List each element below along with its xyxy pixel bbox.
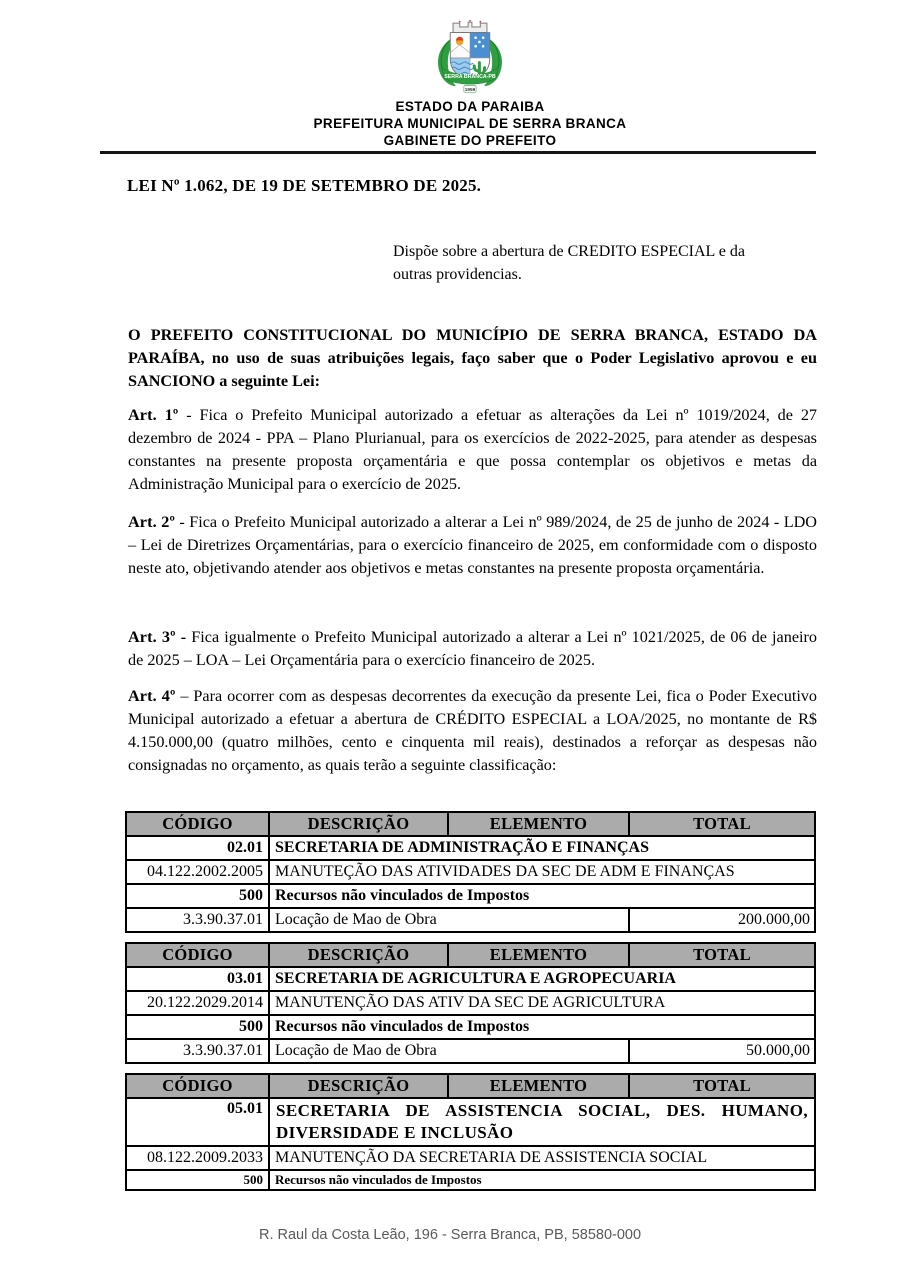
article-4-text: – Para ocorrer com as despesas decorrentes da execução da presente Lei, fica o Poder Executivo Municipal autorizado a efetuar a abertura de CRÉDITO ESPECIAL a LOA/2025, no montante de R$ 4.150.000,00 (quatro milhões, cento e cinquenta mil reais), destinados a reforçar as despesas não consignadas no orçamento, as quais terão a seguinte classificação: (128, 687, 818, 774)
letterhead (40, 98, 900, 149)
code-cell: 500 (126, 1015, 269, 1039)
code-cell: 500 (126, 884, 269, 908)
description-cell: Recursos não vinculados de Impostos (269, 1170, 815, 1190)
table-header-row (126, 812, 815, 836)
description-cell: Recursos não vinculados de Impostos (269, 1015, 815, 1039)
code-cell: 3.3.90.37.01 (126, 908, 269, 932)
table-row (126, 1015, 815, 1039)
budget-table-agricultura (125, 942, 816, 1064)
article-3 (128, 626, 817, 672)
table-row (126, 967, 815, 991)
description-cell: SECRETARIA DE AGRICULTURA E AGROPECUARIA (269, 967, 815, 991)
letterhead-state: ESTADO DA PARAIBA (395, 99, 545, 114)
description-cell: Recursos não vinculados de Impostos (269, 884, 815, 908)
table-row (126, 1098, 815, 1146)
description-cell: SECRETARIA DE ADMINISTRAÇÃO E FINANÇAS (269, 836, 815, 860)
table-row (126, 884, 815, 908)
article-4-label: Art. 4º (128, 687, 176, 705)
code-cell: 04.122.2002.2005 (126, 860, 269, 884)
crest-year (464, 86, 476, 93)
column-header-elemento: ELEMENTO (448, 1074, 629, 1098)
crest-year-text: 1959 (464, 86, 476, 92)
table-row (126, 836, 815, 860)
column-header-codigo: CÓDIGO (126, 812, 269, 836)
preamble-paragraph: O PREFEITO CONSTITUCIONAL DO MUNICÍPIO DE SERRA BRANCA, ESTADO DA PARAÍBA, no uso de suas atribuições legais, faço saber que o Poder Legislativo aprovou e eu SANCIONO a seguinte Lei: (128, 326, 817, 390)
column-header-elemento: ELEMENTO (448, 812, 629, 836)
column-header-descricao: DESCRIÇÃO (269, 943, 448, 967)
article-2-text: - Fica o Prefeito Municipal autorizado a alterar a Lei nº 989/2024, de 25 de junho de 2024 - LDO – Lei de Diretrizes Orçamentárias, para o exercício financeiro de 2025, em conformidade com o disposto neste ato, objetivando atender aos objetivos e metas constantes na presente proposta orçamentária. (128, 513, 817, 577)
budget-table-assistencia-social (125, 1073, 816, 1191)
article-1-text: - Fica o Prefeito Municipal autorizado a efetuar as alterações da Lei nº 1019/2024, de 27 dezembro de 2024 - PPA – Plano Plurianual, para os exercícios de 2022-2025, para atender as despesas constantes na presente proposta orçamentária e que possa contemplar os objetivos e metas da Administração Municipal para o exercício de 2025. (128, 406, 818, 493)
code-cell: 500 (126, 1170, 269, 1190)
table-row (126, 1170, 815, 1190)
description-cell: SECRETARIA DE ASSISTENCIA SOCIAL, DES. HUMANO, DIVERSIDADE E INCLUSÃO (269, 1098, 815, 1146)
table-header-row (126, 943, 815, 967)
column-header-total: TOTAL (629, 812, 815, 836)
code-cell: 20.122.2029.2014 (126, 991, 269, 1015)
code-cell: 08.122.2009.2033 (126, 1146, 269, 1170)
code-cell: 3.3.90.37.01 (126, 1039, 269, 1063)
column-header-descricao: DESCRIÇÃO (269, 812, 448, 836)
code-cell: 03.01 (126, 967, 269, 991)
letterhead-municipality: PREFEITURA MUNICIPAL DE SERRA BRANCA (313, 116, 627, 131)
column-header-codigo: CÓDIGO (126, 943, 269, 967)
article-2 (128, 511, 817, 580)
table-row (126, 1039, 815, 1063)
table-row (126, 908, 815, 932)
article-3-label: Art. 3º - (128, 628, 187, 646)
article-1 (128, 404, 817, 496)
municipal-coat-of-arms-icon (423, 13, 517, 101)
description-cell: Locação de Mao de Obra (269, 1039, 629, 1063)
mural-crown (453, 20, 487, 33)
description-cell: MANUTEÇÃO DAS ATIVIDADES DA SEC DE ADM E FINANÇAS (269, 860, 815, 884)
law-title: LEI Nº 1.062, DE 19 DE SETEMBRO DE 2025. (127, 176, 482, 195)
table-header-row (126, 1074, 815, 1098)
table-row (126, 991, 815, 1015)
article-2-label: Art. 2º (128, 513, 175, 531)
column-header-total: TOTAL (629, 1074, 815, 1098)
budget-table-administracao (125, 811, 816, 933)
article-4 (128, 685, 817, 777)
description-cell: MANUTENÇÃO DA SECRETARIA DE ASSISTENCIA SOCIAL (269, 1146, 815, 1170)
description-cell: Locação de Mao de Obra (269, 908, 629, 932)
column-header-codigo: CÓDIGO (126, 1074, 269, 1098)
crest-banner-text: SERRA BRANCA-PB (444, 73, 496, 80)
total-cell: 200.000,00 (629, 908, 815, 932)
description-cell: MANUTENÇÃO DAS ATIV DA SEC DE AGRICULTURA (269, 991, 815, 1015)
footer-address: R. Raul da Costa Leão, 196 - Serra Branca, PB, 58580-000 (258, 1227, 642, 1243)
header-divider (100, 151, 816, 154)
table-row (126, 1146, 815, 1170)
article-3-text: Fica igualmente o Prefeito Municipal autorizado a alterar a Lei nº 1021/2025, de 06 de janeiro de 2025 – LOA – Lei Orçamentária para o exercício financeiro de 2025. (128, 628, 817, 669)
column-header-total: TOTAL (629, 943, 815, 967)
ementa-line-1: Dispõe sobre a abertura de CREDITO ESPECIAL e da (393, 243, 745, 260)
table-row (126, 860, 815, 884)
code-cell: 02.01 (126, 836, 269, 860)
ementa (393, 240, 817, 286)
code-cell: 05.01 (126, 1098, 269, 1146)
ementa-line-2: outras providencias. (393, 266, 522, 283)
column-header-elemento: ELEMENTO (448, 943, 629, 967)
column-header-descricao: DESCRIÇÃO (269, 1074, 448, 1098)
article-1-label: Art. 1º (128, 406, 179, 424)
letterhead-office: GABINETE DO PREFEITO (383, 133, 557, 148)
total-cell: 50.000,00 (629, 1039, 815, 1063)
